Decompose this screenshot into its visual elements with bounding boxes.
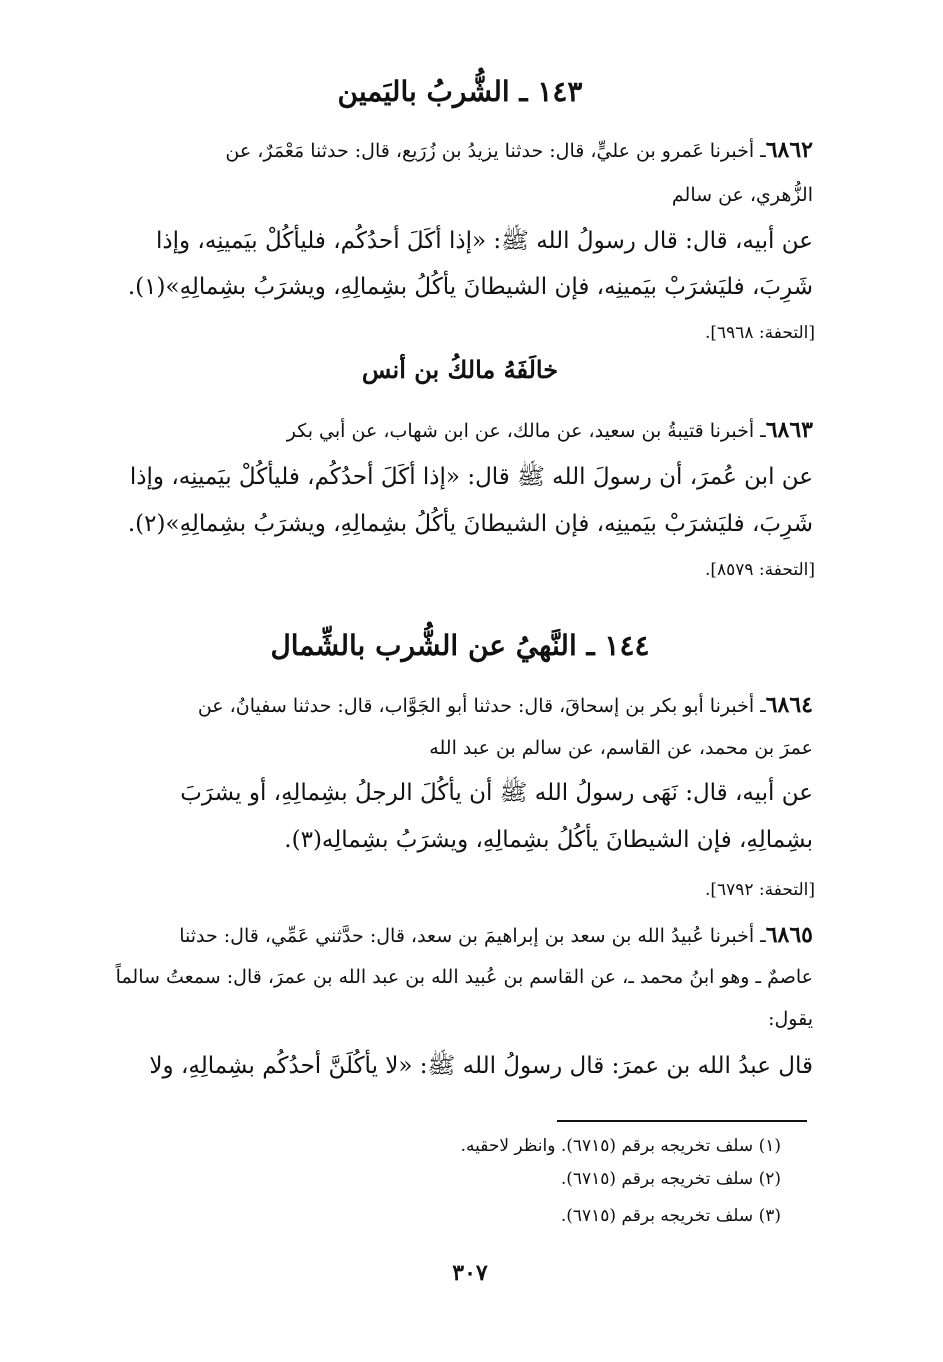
hadith-6865-isnad-line-3: يقول: — [768, 1008, 813, 1030]
hadith-6862-matn-line-1: عن أبيه، قال: قال رسولُ الله ﷺ: «إذا أكَلَ أحدُكُم، فليأكُلْ بيَمينِه، وإذا — [155, 228, 813, 254]
hadith-6862-number: ٦٨٦٢ — [765, 137, 813, 163]
hadith-6863-matn-line-2: شَرِبَ، فليَشرَبْ بيَمينِه، فإن الشيطانَ يأكُلُ بشِمالِهِ، ويشرَبُ بشِمالِهِ»(٢). — [127, 511, 813, 537]
hadith-6865-isnad-line-1 — [100, 920, 813, 951]
hadith-6863-isnad-line-1 — [100, 415, 813, 446]
hadith-6865-isnad-text-1: ـ أخبرنا عُبيدُ الله بن سعد بن إبراهيمَ بن سعد، قال: حدَّثني عَمِّي، قال: حدثنا — [179, 925, 766, 947]
chapter-143-heading: ١٤٣ ـ الشُّربُ باليَمين — [337, 75, 583, 108]
hadith-6864-matn-line-1: عن أبيه، قال: نَهَى رسولُ الله ﷺ أن يأكُلَ الرجلُ بشِمالِهِ، أو يشرَبَ — [180, 780, 813, 806]
hadith-6862-matn-line-2: شَرِبَ، فليَشرَبْ بيَمينِه، فإن الشيطانَ يأكُلُ بشِمالِهِ، ويشرَبُ بشِمالِهِ»(١). — [127, 274, 813, 300]
hadith-6863-number: ٦٨٦٣ — [765, 417, 813, 443]
hadith-6864-isnad-line-1 — [100, 690, 813, 721]
hadith-6865-isnad-line-2: عاصمٌ ـ وهو ابنُ محمد ـ، عن القاسم بن عُبيد الله بن عبد الله بن عمرَ، قال: سمعتُ سالماً — [115, 966, 813, 988]
hadith-6863-isnad-text-1: ـ أخبرنا قتيبةُ بن سعيد، عن مالك، عن ابن شهاب، عن أبي بكر — [286, 420, 766, 442]
khalafahu-heading: خالَفَهُ مالكُ بن أنس — [361, 355, 559, 384]
hadith-6864-number: ٦٨٦٤ — [765, 692, 813, 718]
hadith-6862-isnad-line-2: الزُّهري، عن سالم — [671, 184, 813, 206]
footnote-separator — [557, 1120, 807, 1122]
hadith-6864-isnad-line-2: عمرَ بن محمد، عن القاسم، عن سالم بن عبد الله — [429, 737, 813, 759]
page-number: ٣٠٧ — [452, 1260, 488, 1286]
hadith-6865-number: ٦٨٦٥ — [765, 922, 813, 948]
footnote-2: (٢) سلف تخريجه برقم (٦٧١٥). — [560, 1169, 781, 1189]
hadith-6862-tuhfa-ref: [التحفة: ٦٩٦٨]. — [704, 323, 815, 343]
hadith-6862-isnad-line-1 — [100, 135, 813, 166]
hadith-6864-tuhfa-ref: [التحفة: ٦٧٩٢]. — [704, 880, 815, 900]
hadith-6862-isnad-text-1: ـ أخبرنا عَمرو بن عليٍّ، قال: حدثنا يزيدُ بن زُرَيع، قال: حدثنا مَعْمَرٌ، عن — [225, 140, 766, 162]
footnote-3: (٣) سلف تخريجه برقم (٦٧١٥). — [560, 1206, 781, 1226]
hadith-6864-matn-line-2: بشِمالِهِ، فإن الشيطانَ يأكُلُ بشِمالِهِ، ويشرَبُ بشِمالِه(٣). — [284, 827, 813, 853]
chapter-144-heading: ١٤٤ ـ النَّهيُ عن الشُّرب بالشِّمال — [270, 629, 650, 662]
hadith-6863-matn-line-1: عن ابن عُمرَ، أن رسولَ الله ﷺ قال: «إذا أكَلَ أحدُكُم، فليأكُلْ بيَمينِه، وإذا — [129, 464, 813, 490]
footnote-1: (١) سلف تخريجه برقم (٦٧١٥). وانظر لاحقيه. — [460, 1136, 781, 1156]
hadith-6864-isnad-text-1: ـ أخبرنا أبو بكر بن إسحاقَ، قال: حدثنا أبو الجَوَّاب، قال: حدثنا سفيانُ، عن — [197, 695, 766, 717]
hadith-6863-tuhfa-ref: [التحفة: ٨٥٧٩]. — [704, 560, 815, 580]
hadith-6865-matn-line-1: قال عبدُ الله بن عمرَ: قال رسولُ الله ﷺ: «لا يأكُلَنَّ أحدُكُم بشِمالِهِ، ولا — [149, 1053, 813, 1079]
